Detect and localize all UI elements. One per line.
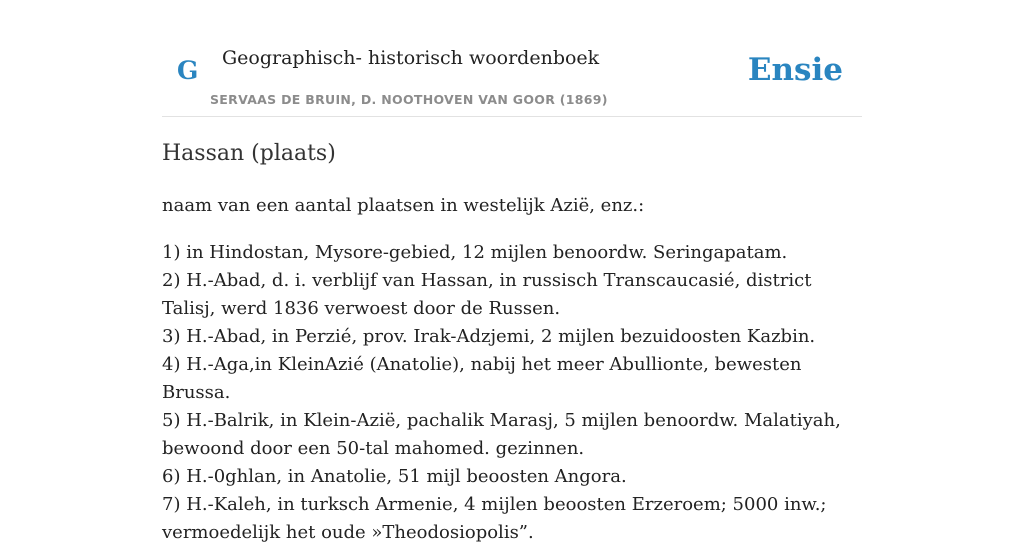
entry-intro: naam van een aantal plaatsen in westelijk Azië, enz.: bbox=[162, 195, 645, 216]
definition-item: 2) H.-Abad, d. i. verblijf van Hassan, in russisch Transcaucasié, district Talisj, werd 1836 verwoest door de Russen. bbox=[162, 270, 812, 319]
definition-item: 5) H.-Balrik, in Klein-Azië, pachalik Marasj, 5 mijlen benoordw. Malatiyah, bewoond door een 50-tal mahomed. gezinnen. bbox=[162, 410, 841, 459]
definition-list bbox=[162, 239, 862, 547]
book-authors: SERVAAS DE BRUIN, D. NOOTHOVEN VAN GOOR (1869) bbox=[210, 92, 608, 107]
book-logo-letter[interactable]: G bbox=[177, 56, 199, 85]
definition-item: 3) H.-Abad, in Perzié, prov. Irak-Adzjemi, 2 mijlen bezuidoosten Kazbin. bbox=[162, 326, 816, 347]
entry-title: Hassan (plaats) bbox=[162, 141, 336, 166]
definition-item: 6) H.-0ghlan, in Anatolie, 51 mijl beoosten Angora. bbox=[162, 466, 627, 487]
book-header bbox=[162, 0, 862, 117]
ensie-logo-link[interactable]: Ensie bbox=[747, 52, 843, 88]
definition-item: 1) in Hindostan, Mysore-gebied, 12 mijlen benoordw. Seringapatam. bbox=[162, 242, 788, 263]
definition-item: 4) H.-Aga,in KleinAzié (Anatolie), nabij het meer Abullionte, bewesten Brussa. bbox=[162, 354, 802, 403]
definition-item: 7) H.-Kaleh, in turksch Armenie, 4 mijlen beoosten Erzeroem; 5000 inw.; vermoedelijk het oude »Theodosiopolis”. bbox=[162, 494, 827, 543]
book-title-link[interactable]: Geographisch- historisch woordenboek bbox=[222, 47, 600, 69]
